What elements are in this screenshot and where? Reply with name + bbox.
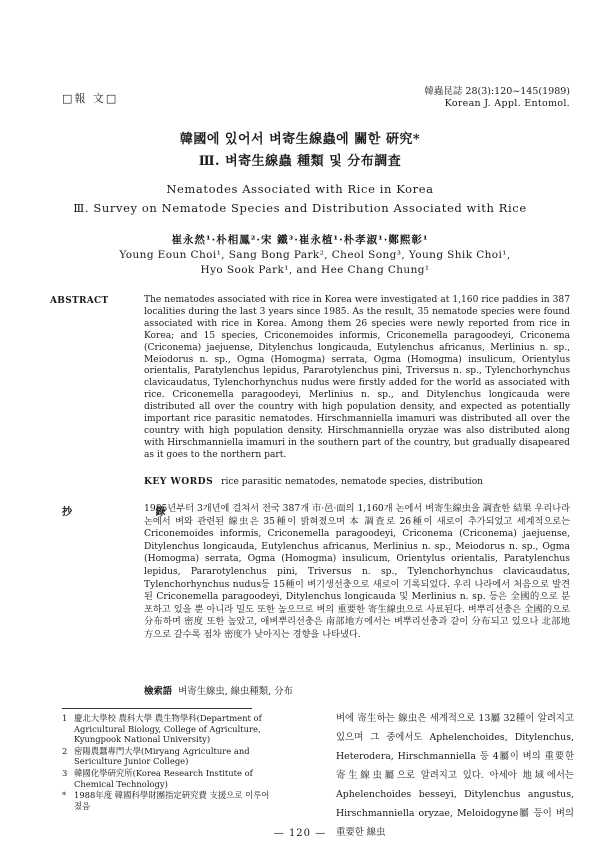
footnote-text: 1988年度 韓國科學財團指定硏究費 支援으로 이루어졌음 [74, 790, 270, 811]
footnote-text: 慶北大學校 農科大學 農生物學科(Department of Agricultural Biology, College of Agriculture, Kyungpook National University) [74, 713, 262, 745]
abstract-label: ABSTRACT [50, 296, 109, 306]
footnote-2 [62, 746, 277, 767]
footnote-text: 韓國化學硏究所(Korea Research Institute of Chemical Technology) [74, 767, 253, 789]
footnote-divider [62, 708, 252, 709]
footnote-number: 2 [62, 745, 68, 756]
page-number: — 120 — [273, 828, 327, 839]
korean-summary-text: 1985년부터 3개년에 걸쳐서 전국 387개 市·邑·面의 1,160개 논에서 벼寄生線虫을 調査한 結果 우리나라 논에서 벼와 관련된 線虫은 35種이 밝혀졌으며 本 調査로 26種이 새로이 추가되었고 세계적으로는 Criconemoides informis, Criconemella paragoodeyi, Criconema (Criconema) jaejuense, Ditylenchus longicauda, Eutylenchus africanus, Merlinius n. sp., Meiodorus n. sp., Ogma (Homogma) serrata, Ogma (Homogma) insulicum, Orientylus orientalis, Paratylenchus lepidus, Pararotylenchus pini, Triversus n. sp., Tylenchorhynchus clavicaudatus, Tylenchorhynchus nudus등 15種이 벼기생선충으로 새로이 기록되었다. 우리 나라에서 처음으로 발견된 Criconemella paragoodeyi, Ditylenchus longicauda 및 Merlinius n. sp. 등은 全國的으로 분포하고 있을 뿐 아니라 밀도 또한 높으므로 벼의 重要한 寄生線虫으로 사료된다. 벼뿌리선충은 全國的으로 分布하며 密度 또한 높았고, 애벼뿌리선충은 南部地方에서는 벼뿌리선충과 같이 分布되고 있으나 北部地方으로 갈수록 점차 密度가 낮아지는 경향을 나타냈다. [144, 503, 570, 640]
journal-english: Korean J. Appl. Entomol. [444, 98, 570, 109]
journal-citation [424, 86, 570, 110]
footnotes [62, 713, 277, 812]
journal-korean: 韓蟲昆誌 28(3):120~145(1989) [424, 86, 570, 97]
korean-keywords [144, 683, 293, 697]
english-title-line2: Ⅲ. Survey on Nematode Species and Distribution Associated with Rice [73, 201, 527, 215]
korean-summary-label: 抄 錄 [62, 507, 206, 518]
korean-keywords-label: 檢索語 [144, 686, 173, 697]
authors-english-line2: Hyo Sook Park¹, and Hee Chang Chung¹ [200, 264, 430, 276]
footnote-text: 密陽農蠶專門大學(Miryang Agriculture and Sericulture Junior College) [74, 745, 250, 767]
korean-keywords-text: 벼寄生線虫, 線虫種類, 分布 [178, 686, 293, 697]
english-title-line1: Nematodes Associated with Rice in Korea [166, 182, 434, 196]
keywords [144, 476, 570, 487]
korean-title-line2: Ⅲ. 벼寄生線蟲 種類 및 分布調査 [198, 154, 402, 169]
footnote-1 [62, 713, 277, 745]
footnote-3 [62, 768, 277, 789]
keywords-text: rice parasitic nematodes, nematode species, distribution [221, 477, 484, 487]
abstract-text: The nematodes associated with rice in Korea were investigated at 1,160 rice paddies in 387 localities during the last 3 years since 1985. As the result, 35 nematode species were found associated with rice in Korea. Among them 26 species were newly reported from rice in Korea; and 15 species, Criconemoides informis, Criconemella paragoodeyi, Criconema (Criconema) jaejuense, Ditylenchus longicauda, Eutylenchus africanus, Merlinius n. sp., Meiodorus n. sp., Ogma (Homogma) serrata, Ogma (Homogma) insulicum, Orientylus orientalis, Paratylenchus lepidus, Pararotylenchus pini, Triversus n. sp., Tylenchorhynchus clavicaudatus, Tylenchorhynchus nudus were firstly added for the world as associated with rice. Criconemella paragoodeyi, Merlinius n. sp., and Ditylenchus longicauda were distributed all over the country with high population density, and expected as potentially important rice parasitic nematodes. Hirschmanniella imamuri was distributed all over the country with high population density. Hirschmanniella oryzae was also distributed along with Hirschmanniella imamuri in the southern part of the country, but gradually disapeared as it goes to the northern part. [144, 295, 570, 460]
keywords-label: KEY WORDS [144, 476, 214, 487]
authors-korean: 崔永然¹·朴相鳳²·宋 鐵³·崔永植¹·朴孝淑¹·鄭熙彰¹ [171, 234, 429, 246]
footnote-number: * [62, 790, 67, 801]
footnote-4 [62, 790, 277, 811]
footnote-number: 1 [62, 713, 68, 723]
korean-title-line1: 韓國에 있어서 벼寄生線蟲에 關한 硏究* [179, 132, 421, 147]
introduction-text: 벼에 寄生하는 線虫은 세계적으로 13屬 32種이 알려지고 있으며 그 중에서도 Aphelenchoides, Ditylenchus, Heterodera, Hirschmanniella 등 4屬이 벼의 重要한 寄生線虫屬으로 알려지고 있다. 아세아 地域에서는 Aphelenchoides besseyi, Ditylenchus angustus, Hirschmanniella oryzae, Meloidogyne屬 등이 벼의 重要한 線虫 [336, 713, 574, 838]
authors-english [90, 248, 540, 278]
footnote-number: 3 [62, 767, 68, 778]
section-label: □報 文□ [62, 92, 119, 105]
authors-english-line1: Young Eoun Choi¹, Sang Bong Park², Cheol Song³, Young Shik Choi¹, [119, 249, 511, 261]
